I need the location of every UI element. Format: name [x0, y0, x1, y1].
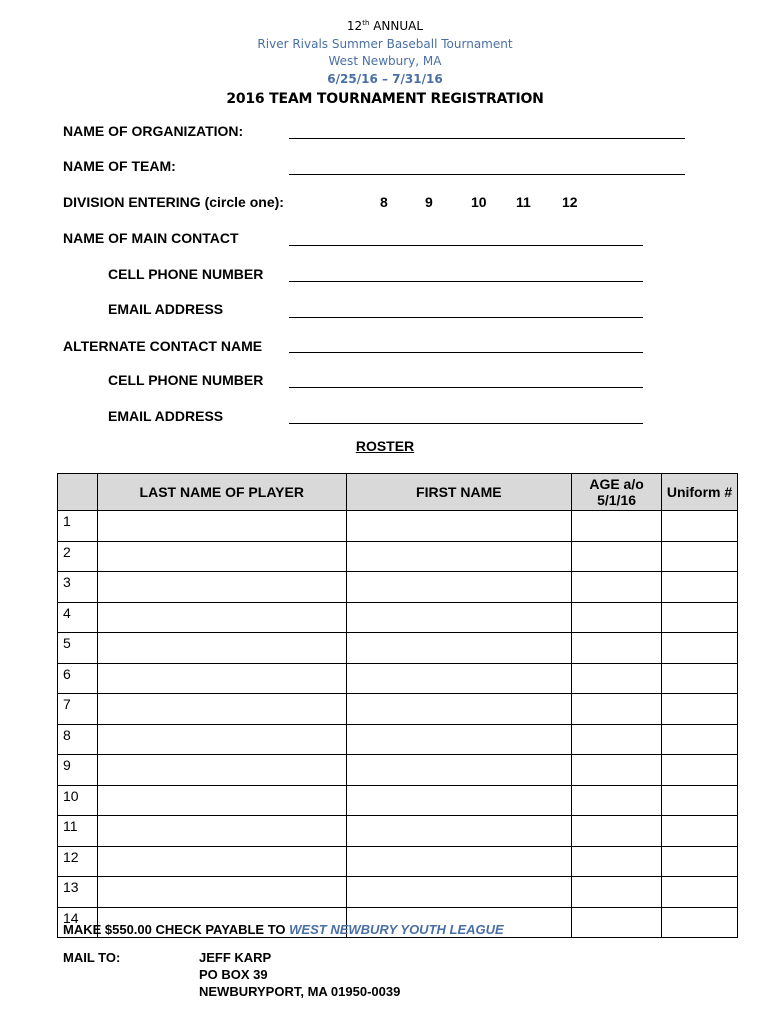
- roster-last-name-cell[interactable]: [97, 694, 346, 725]
- roster-age-cell[interactable]: [572, 572, 662, 603]
- roster-row-number: 12: [58, 846, 98, 877]
- roster-table: [57, 473, 738, 938]
- roster-title: ROSTER: [355, 438, 415, 454]
- tournament-dates: 6/25/16 – 7/31/16: [327, 72, 443, 86]
- roster-uniform-cell[interactable]: [662, 785, 738, 816]
- organization-label: NAME OF ORGANIZATION:: [63, 123, 244, 139]
- roster-row: [58, 541, 738, 572]
- roster-row: [58, 663, 738, 694]
- roster-first-name-cell[interactable]: [346, 572, 572, 603]
- roster-first-name-cell[interactable]: [346, 785, 572, 816]
- roster-last-name-cell[interactable]: [97, 846, 346, 877]
- annual-number: 12: [346, 19, 363, 33]
- roster-uniform-cell[interactable]: [662, 816, 738, 847]
- roster-uniform-cell[interactable]: [662, 572, 738, 603]
- roster-age-cell[interactable]: [572, 633, 662, 664]
- roster-last-name-cell[interactable]: [97, 572, 346, 603]
- roster-row-number: 8: [58, 724, 98, 755]
- email-field-2[interactable]: [289, 423, 643, 424]
- tournament-name: River Rivals Summer Baseball Tournament: [257, 37, 513, 51]
- roster-first-name-cell[interactable]: [346, 724, 572, 755]
- roster-age-cell[interactable]: [572, 602, 662, 633]
- roster-first-name-cell[interactable]: [346, 602, 572, 633]
- roster-row: [58, 633, 738, 664]
- roster-row-number: 7: [58, 694, 98, 725]
- roster-row: [58, 602, 738, 633]
- cell-phone-field-1[interactable]: [289, 281, 643, 282]
- roster-last-name-cell[interactable]: [97, 816, 346, 847]
- roster-row-number: 6: [58, 663, 98, 694]
- address-name: JEFF KARP: [199, 950, 272, 965]
- roster-row: [58, 755, 738, 786]
- roster-last-name-cell[interactable]: [97, 724, 346, 755]
- roster-header-last-name: LAST NAME OF PLAYER: [97, 474, 346, 511]
- roster-row-number: 14: [58, 907, 98, 938]
- roster-last-name-cell[interactable]: [97, 663, 346, 694]
- roster-first-name-cell[interactable]: [346, 511, 572, 542]
- roster-row: [58, 846, 738, 877]
- annual-line: [0, 19, 770, 33]
- annual-suffix: th: [362, 19, 370, 27]
- roster-age-cell[interactable]: [572, 511, 662, 542]
- roster-row: [58, 724, 738, 755]
- roster-first-name-cell[interactable]: [346, 877, 572, 908]
- roster-first-name-cell[interactable]: [346, 541, 572, 572]
- roster-row: [58, 572, 738, 603]
- team-label: NAME OF TEAM:: [63, 158, 176, 174]
- roster-uniform-cell[interactable]: [662, 602, 738, 633]
- organization-field[interactable]: [289, 138, 685, 139]
- roster-row-number: 5: [58, 633, 98, 664]
- cell-phone-field-2[interactable]: [289, 387, 643, 388]
- address-city: NEWBURYPORT, MA 01950-0039: [199, 984, 401, 999]
- roster-age-cell[interactable]: [572, 785, 662, 816]
- roster-uniform-cell[interactable]: [662, 907, 738, 938]
- roster-age-cell[interactable]: [572, 541, 662, 572]
- roster-row-number: 10: [58, 785, 98, 816]
- roster-header-row: [58, 474, 738, 511]
- cell-phone-label-1: CELL PHONE NUMBER: [108, 266, 264, 282]
- roster-uniform-cell[interactable]: [662, 877, 738, 908]
- roster-last-name-cell[interactable]: [97, 785, 346, 816]
- roster-uniform-cell[interactable]: [662, 694, 738, 725]
- division-option-10[interactable]: 10: [471, 194, 487, 210]
- page-title: 2016 TEAM TOURNAMENT REGISTRATION: [226, 91, 544, 107]
- roster-row-number: 11: [58, 816, 98, 847]
- roster-row-number: 2: [58, 541, 98, 572]
- main-contact-label: NAME OF MAIN CONTACT: [63, 230, 239, 246]
- roster-last-name-cell[interactable]: [97, 511, 346, 542]
- roster-uniform-cell[interactable]: [662, 846, 738, 877]
- roster-last-name-cell[interactable]: [97, 633, 346, 664]
- tournament-location: West Newbury, MA: [328, 54, 442, 68]
- roster-first-name-cell[interactable]: [346, 846, 572, 877]
- alt-contact-field[interactable]: [289, 352, 643, 353]
- roster-age-cell[interactable]: [572, 907, 662, 938]
- roster-first-name-cell[interactable]: [346, 816, 572, 847]
- check-text: MAKE $550.00 CHECK PAYABLE TO: [63, 922, 286, 937]
- roster-age-cell[interactable]: [572, 846, 662, 877]
- roster-header-number: [58, 474, 98, 511]
- roster-uniform-cell[interactable]: [662, 511, 738, 542]
- division-option-8[interactable]: 8: [380, 194, 388, 210]
- main-contact-field[interactable]: [289, 245, 643, 246]
- roster-first-name-cell[interactable]: [346, 633, 572, 664]
- roster-row-number: 3: [58, 572, 98, 603]
- annual-word: ANNUAL: [373, 19, 424, 33]
- roster-uniform-cell[interactable]: [662, 633, 738, 664]
- division-option-9[interactable]: 9: [425, 194, 433, 210]
- roster-last-name-cell[interactable]: [97, 541, 346, 572]
- roster-last-name-cell[interactable]: [97, 755, 346, 786]
- division-label: DIVISION ENTERING (circle one):: [63, 194, 284, 210]
- cell-phone-label-2: CELL PHONE NUMBER: [108, 372, 264, 388]
- roster-age-cell[interactable]: [572, 877, 662, 908]
- roster-age-cell[interactable]: [572, 755, 662, 786]
- team-field[interactable]: [289, 174, 685, 175]
- roster-row-number: 9: [58, 755, 98, 786]
- roster-header-age: AGE a/o 5/1/16: [572, 474, 662, 511]
- roster-last-name-cell[interactable]: [97, 602, 346, 633]
- roster-age-cell[interactable]: [572, 694, 662, 725]
- roster-row: [58, 785, 738, 816]
- alt-contact-label: ALTERNATE CONTACT NAME: [63, 338, 263, 354]
- roster-row: [58, 877, 738, 908]
- roster-row-number: 13: [58, 877, 98, 908]
- email-field-1[interactable]: [289, 317, 643, 318]
- roster-uniform-cell[interactable]: [662, 724, 738, 755]
- check-instructions: [63, 922, 504, 937]
- roster-uniform-cell[interactable]: [662, 663, 738, 694]
- division-option-11[interactable]: 11: [516, 194, 531, 210]
- roster-first-name-cell[interactable]: [346, 663, 572, 694]
- roster-row-number: 4: [58, 602, 98, 633]
- roster-age-cell[interactable]: [572, 663, 662, 694]
- roster-last-name-cell[interactable]: [97, 877, 346, 908]
- roster-row: [58, 511, 738, 542]
- roster-row: [58, 694, 738, 725]
- roster-row-number: 1: [58, 511, 98, 542]
- division-option-12[interactable]: 12: [562, 194, 578, 210]
- roster-header-uniform: Uniform #: [662, 474, 738, 511]
- roster-age-cell[interactable]: [572, 724, 662, 755]
- roster-first-name-cell[interactable]: [346, 694, 572, 725]
- address-box: PO BOX 39: [199, 967, 268, 982]
- email-label-1: EMAIL ADDRESS: [108, 301, 224, 317]
- mail-to-label: MAIL TO:: [63, 950, 121, 965]
- roster-row: [58, 816, 738, 847]
- roster-age-cell[interactable]: [572, 816, 662, 847]
- roster-header-first-name: FIRST NAME: [346, 474, 572, 511]
- roster-uniform-cell[interactable]: [662, 541, 738, 572]
- roster-first-name-cell[interactable]: [346, 755, 572, 786]
- email-label-2: EMAIL ADDRESS: [108, 408, 224, 424]
- league-name: WEST NEWBURY YOUTH LEAGUE: [289, 922, 504, 937]
- roster-uniform-cell[interactable]: [662, 755, 738, 786]
